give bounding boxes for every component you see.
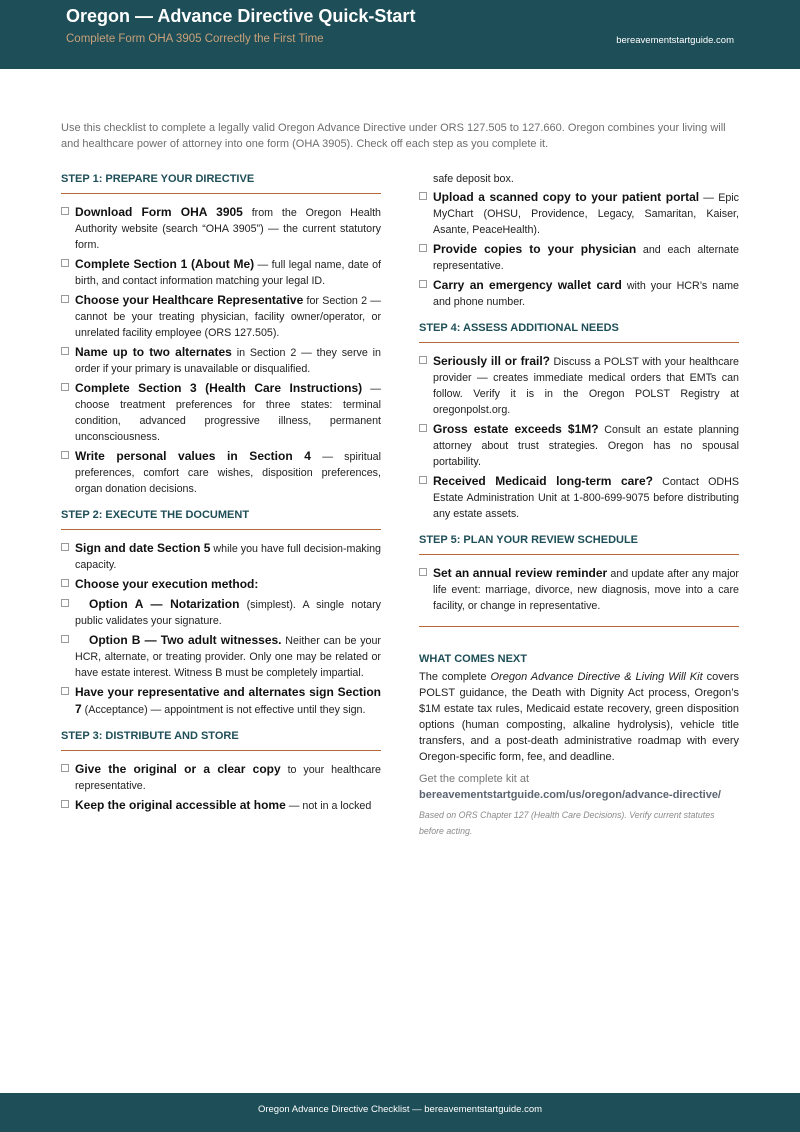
checkbox[interactable]: [61, 451, 69, 459]
step1-divider: [61, 193, 381, 194]
checkbox[interactable]: [61, 259, 69, 267]
checkbox[interactable]: [419, 280, 427, 288]
checkbox[interactable]: [61, 295, 69, 303]
checkbox[interactable]: [61, 207, 69, 215]
header-banner: [0, 0, 800, 69]
next-paragraph: The complete Oregon Advance Directive & Living Will Kit covers POLST guidance, the Death with Dignity Act process, Oregon’s $1M estate tax rules, Medicaid estate recovery, green disposition options (human composting, alkaline hydrolysis), vehicle title transfers, and a post-death administrative roadmap with every Oregon-specific form, fee, and deadline.: [419, 671, 739, 763]
checklist-item[interactable]: Upload a scanned copy to your patient portal — Epic MyChart (OHSU, Providence, Legacy, Samaritan, Kaiser, Asante, PeaceHealth).: [419, 189, 739, 238]
step4-heading: STEP 4: ASSESS ADDITIONAL NEEDS: [419, 322, 619, 334]
step5-heading: STEP 5: PLAN YOUR REVIEW SCHEDULE: [419, 534, 639, 546]
next-heading: WHAT COMES NEXT: [419, 653, 527, 665]
checkbox[interactable]: [419, 356, 427, 364]
footer-text: Oregon Advance Directive Checklist — bereavementstartguide.com: [257, 1104, 543, 1115]
step3-heading: STEP 3: DISTRIBUTE AND STORE: [61, 730, 239, 742]
checklist-item[interactable]: Provide copies to your physician and each alternate representative.: [419, 241, 739, 274]
checklist-item[interactable]: Option B — Two adult witnesses. Neither can be your HCR, alternate, or treating provider. Only one may be related or have estate interest. Witness B must be completely impartial.: [61, 632, 381, 681]
checklist-item[interactable]: Seriously ill or frail? Discuss a POLST with your healthcare provider — creates immediate medical orders that EMTs can follow. Verify it is in the Oregon POLST Registry at oregonpolst.org.: [419, 353, 739, 418]
checklist-item[interactable]: Download Form OHA 3905 from the Oregon Health Authority website (search “OHA 3905”) — the current statutory form.: [61, 204, 381, 253]
checkbox[interactable]: [61, 800, 69, 808]
kit-link[interactable]: bereavementstartguide.com/us/oregon/advance-directive/: [419, 789, 721, 801]
checkbox[interactable]: [419, 192, 427, 200]
checkbox[interactable]: [419, 424, 427, 432]
checkbox[interactable]: [61, 347, 69, 355]
step5-divider: [419, 554, 739, 555]
footer-banner: [0, 1093, 800, 1132]
checkbox[interactable]: [419, 244, 427, 252]
step2-heading: STEP 2: EXECUTE THE DOCUMENT: [61, 509, 250, 521]
checklist-item[interactable]: Sign and date Section 5 while you have full decision-making capacity.: [61, 540, 381, 573]
step3-divider: [61, 750, 381, 751]
checklist-item[interactable]: Received Medicaid long-term care? Contact ODHS Estate Administration Unit at 1-800-699-9075 before distributing any estate assets.: [419, 473, 739, 522]
checkbox[interactable]: [61, 599, 69, 607]
header-site-link[interactable]: bereavementstartguide.com: [616, 35, 734, 46]
step4-divider: [419, 342, 739, 343]
page-title: Oregon — Advance Directive Quick-Start: [66, 6, 416, 26]
step1-heading: STEP 1: PREPARE YOUR DIRECTIVE: [61, 173, 255, 185]
checklist-item[interactable]: Complete Section 1 (About Me) — full legal name, date of birth, and contact information matching your legal ID.: [61, 256, 381, 289]
checklist-item[interactable]: Set an annual review reminder and update after any major life event: marriage, divorce, new diagnosis, move into a care facility, or change in representative.: [419, 565, 739, 614]
checklist-item[interactable]: Keep the original accessible at home — not in a locked: [61, 797, 381, 814]
checklist-item[interactable]: Gross estate exceeds $1M? Consult an estate planning attorney about trust strategies. Oregon has no spousal portability.: [419, 421, 739, 470]
checkbox[interactable]: [61, 635, 69, 643]
section-divider: [419, 626, 739, 627]
checkbox[interactable]: [419, 476, 427, 484]
checkbox[interactable]: [61, 543, 69, 551]
checkbox[interactable]: [61, 764, 69, 772]
page-subtitle: Complete Form OHA 3905 Correctly the First Time: [66, 33, 324, 45]
checkbox[interactable]: [61, 687, 69, 695]
checklist-item[interactable]: Complete Section 3 (Health Care Instructions) — choose treatment preferences for three states: terminal condition, advanced progressive illness, permanent unconsciousness.: [61, 380, 381, 445]
right-column: [419, 171, 739, 839]
checkbox[interactable]: [419, 568, 427, 576]
checklist-item[interactable]: Option A — Notarization (simplest). A single notary public validates your signature.: [61, 596, 381, 629]
step2-divider: [61, 529, 381, 530]
checklist-item[interactable]: Choose your execution method:: [61, 576, 381, 593]
checkbox[interactable]: [61, 383, 69, 391]
checklist-item[interactable]: Choose your Healthcare Representative for Section 2 — cannot be your treating physician, facility owner/operator, or unrelated facility employee (ORS 127.505).: [61, 292, 381, 341]
statute-note: Based on ORS Chapter 127 (Health Care Decisions). Verify current statutes before acting.: [419, 810, 715, 836]
kit-label: Get the complete kit at: [419, 773, 530, 785]
checkbox[interactable]: [61, 579, 69, 587]
checklist-item[interactable]: Name up to two alternates in Section 2 — they serve in order if your primary is unavailable or disqualified.: [61, 344, 381, 377]
checklist-item[interactable]: Give the original or a clear copy to your healthcare representative.: [61, 761, 381, 794]
item-continuation: safe deposit box.: [433, 173, 514, 185]
checklist-item[interactable]: Write personal values in Section 4 — spiritual preferences, comfort care wishes, disposition preferences, organ donation decisions.: [61, 448, 381, 497]
checklist-item[interactable]: Carry an emergency wallet card with your HCR’s name and phone number.: [419, 277, 739, 310]
left-column: [61, 171, 381, 817]
intro-paragraph: Use this checklist to complete a legally valid Oregon Advance Directive under ORS 127.505 to 127.660. Oregon combines your living will and healthcare power of attorney into one form (OHA 3905). Check off each step as you complete it.: [61, 122, 726, 150]
checklist-item[interactable]: Have your representative and alternates sign Section 7 (Acceptance) — appointment is not effective until they sign.: [61, 684, 381, 718]
